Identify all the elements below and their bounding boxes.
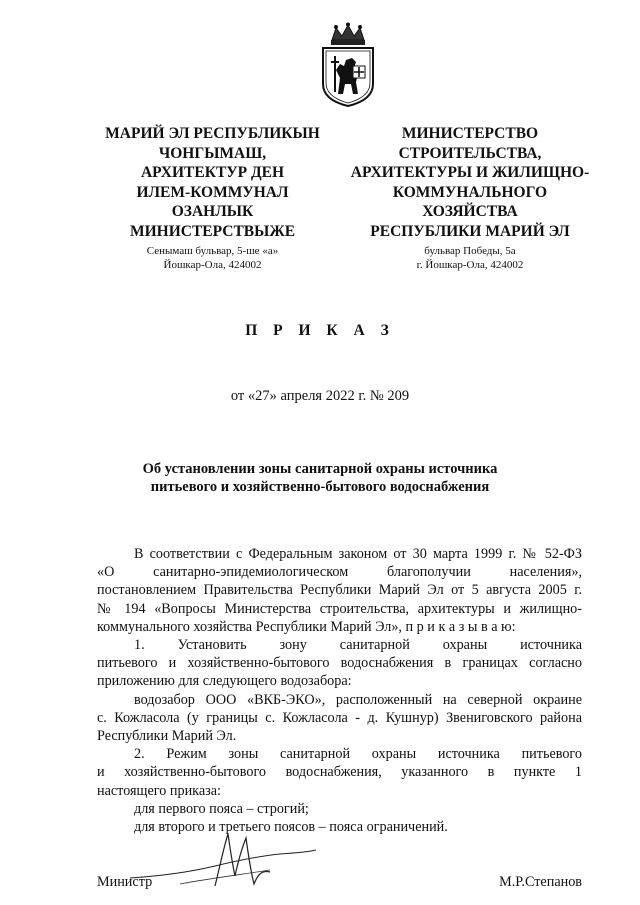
header-right-line: СТРОИТЕЛЬСТВА, bbox=[398, 144, 542, 162]
signatory-name: М.Р.Степанов bbox=[499, 874, 582, 890]
body-line: и хозяйственно-бытового водоснабжения, указанного в пункте 1 bbox=[97, 764, 582, 781]
coat-of-arms-emblem bbox=[318, 22, 378, 108]
header-right-title bbox=[335, 124, 605, 241]
address-line: бульвар Победы, 5а bbox=[424, 245, 516, 257]
order-title: П Р И К А З bbox=[245, 322, 395, 339]
order-date: от «27» апреля 2022 г. № 209 bbox=[230, 388, 410, 404]
body-line: с. Кожласола (у границы с. Кожласола - д. Кушнур) Звениговского района bbox=[97, 709, 582, 726]
order-body bbox=[97, 545, 582, 836]
body-line: постановлением Правительства Республики Марий Эл от 5 августа 2005 г. bbox=[97, 582, 582, 599]
body-line: В соответствии с Федеральным законом от 30 марта 1999 г. № 52-ФЗ bbox=[134, 546, 582, 562]
body-line: питьевого и хозяйственно-бытового водоснабжения в границах согласно bbox=[97, 655, 582, 672]
header-left-line: ОЗАНЛЫК bbox=[171, 203, 254, 220]
body-line: коммунального хозяйства Республики Марий Эл», п р и к а з ы в а ю: bbox=[97, 618, 516, 635]
header-left-line: ЧОНГЫМАШ, bbox=[158, 144, 267, 162]
address-line: Сенымаш бульвар, 5-ше «а» bbox=[146, 245, 279, 257]
body-line: водозабор ООО «ВКБ-ЭКО», расположенный на северной окраине bbox=[134, 691, 582, 708]
header-left-title bbox=[80, 124, 345, 241]
header-left-line: АРХИТЕКТУР ДЕН bbox=[140, 164, 285, 181]
header-left-address bbox=[80, 244, 345, 272]
address-line: Йошкар-Ола, 424002 bbox=[163, 259, 262, 271]
header-right-address bbox=[335, 244, 605, 272]
order-subject bbox=[80, 460, 560, 496]
header-right-line: АРХИТЕКТУРЫ И ЖИЛИЩНО- bbox=[350, 164, 590, 181]
body-line: настоящего приказа: bbox=[97, 782, 221, 799]
header-left-line: МАРИЙ ЭЛ РЕСПУБЛИКЫН bbox=[105, 125, 320, 142]
body-line: № 194 «Вопросы Министерства строительства, архитектуры и жилищно- bbox=[97, 600, 582, 617]
header-left-line: МИНИСТЕРСТВЫЖЕ bbox=[129, 222, 296, 240]
body-line: для первого пояса – строгий; bbox=[134, 800, 309, 817]
body-line: 1. Установить зону санитарной охраны источника bbox=[134, 637, 582, 654]
header-right-line: МИНИСТЕРСТВО bbox=[401, 125, 539, 142]
body-line: для второго и третьего поясов – пояса ограничений. bbox=[134, 819, 448, 836]
body-line: «О санитарно-эпидемиологическом благополучии населения», bbox=[97, 564, 582, 581]
subject-line: Об установлении зоны санитарной охраны источника bbox=[142, 461, 498, 477]
address-line: г. Йошкар-Ола, 424002 bbox=[416, 259, 524, 271]
subject-line: питьевого и хозяйственно-бытового водоснабжения bbox=[150, 479, 490, 495]
signatory-position: Министр bbox=[97, 874, 153, 890]
header-right-line: ХОЗЯЙСТВА bbox=[422, 203, 518, 220]
header-left-line: ИЛЕМ-КОММУНАЛ bbox=[136, 183, 289, 201]
body-line: приложению для следующего водозабора: bbox=[97, 673, 352, 690]
body-line: Республики Марий Эл. bbox=[97, 728, 237, 745]
header-right-line: РЕСПУБЛИКИ МАРИЙ ЭЛ bbox=[370, 222, 570, 240]
header-right-line: КОММУНАЛЬНОГО bbox=[392, 183, 548, 201]
body-line: 2. Режим зоны санитарной охраны источника питьевого bbox=[134, 746, 582, 763]
